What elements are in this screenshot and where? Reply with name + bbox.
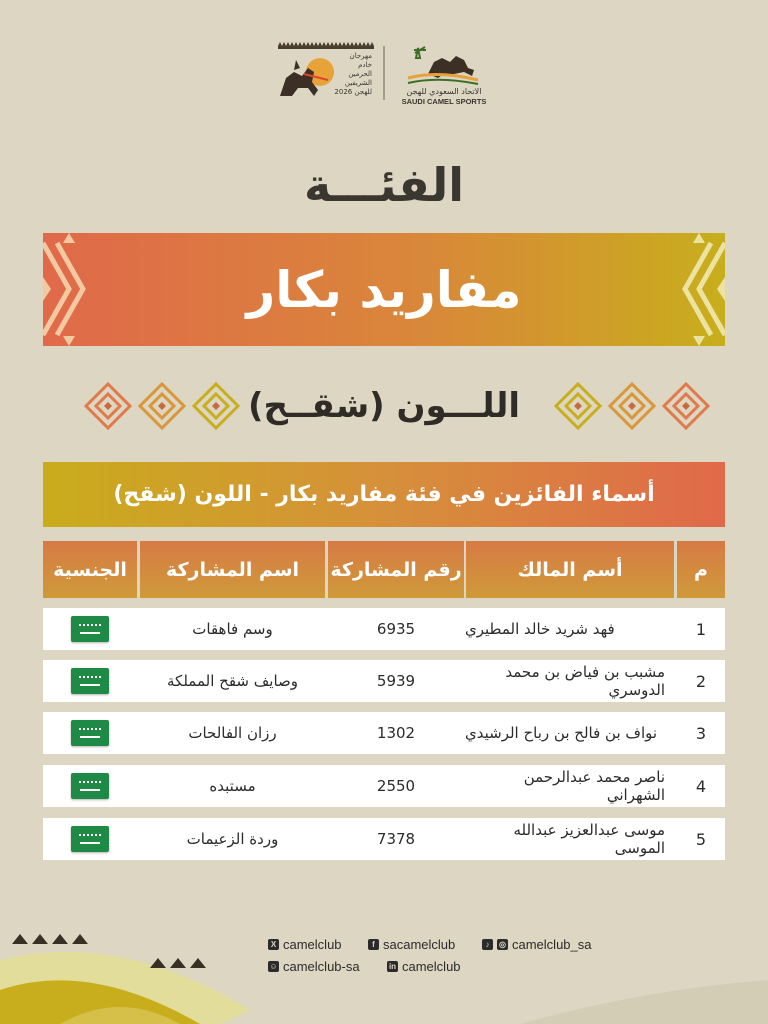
logos-graphic (268, 38, 500, 108)
row-entry-number: 2550 (376, 777, 416, 795)
row-participant-name: رزان الفالحات (188, 724, 277, 742)
federation-english-name: SAUDI CAMEL SPORTS (401, 97, 487, 106)
social-tiktok-instagram-handle: camelclub_sa (512, 937, 592, 952)
social-snapchat[interactable] (268, 959, 360, 974)
table-row (43, 818, 725, 860)
row-participant-name: وردة الزعيمات (186, 830, 279, 848)
saudi-flag-icon (71, 773, 109, 799)
row-nationality (43, 712, 137, 754)
x-icon: X (268, 939, 279, 950)
festival-text-line: مهرجان (349, 52, 372, 60)
diamond-ornament-left (78, 380, 244, 432)
row-owner: موسى عبدالعزيز عبدالله الموسى (513, 821, 665, 857)
table-row (43, 608, 725, 650)
table-row (43, 712, 725, 754)
saudi-flag-icon (71, 720, 109, 746)
tiktok-icon: ♪ (482, 939, 493, 950)
category-heading: الفئـــة (304, 158, 464, 212)
federation-logo (408, 47, 478, 84)
festival-text-line: الحرمين (348, 70, 372, 78)
social-snapchat-handle: camelclub-sa (283, 959, 360, 974)
linkedin-icon: in (388, 962, 397, 971)
saudi-flag-icon (71, 826, 109, 852)
festival-text-line: خادم (358, 61, 372, 69)
row-owner: فهد شريد خالد المطيري (465, 620, 615, 638)
festival-text-line: الشريفين (344, 79, 372, 87)
festival-text-line: للهجن 2026 (334, 88, 372, 96)
festival-logo-text (334, 52, 372, 96)
row-nationality (43, 818, 137, 860)
federation-arabic-name: الاتحاد السعودي للهجن (406, 87, 482, 96)
saudi-flag-icon (71, 616, 109, 642)
row-participant-name: مستبده (209, 777, 256, 795)
header-owner: أسم المالك (466, 541, 674, 598)
header-nationality: الجنسية (43, 541, 137, 598)
social-facebook-handle: sacamelclub (383, 937, 456, 952)
table-row (43, 660, 725, 702)
social-linkedin-handle: camelclub (402, 959, 461, 974)
row-owner: ناصر محمد عبدالرحمن الشهراني (523, 768, 665, 804)
row-num: 1 (695, 619, 707, 639)
row-num: 2 (695, 671, 707, 691)
row-participant-name: وصايف شقح المملكة (167, 672, 299, 690)
row-owner: مشبب بن فياض بن محمد الدوسري (505, 663, 665, 699)
row-entry-number: 6935 (376, 620, 416, 638)
facebook-icon: f (368, 939, 379, 950)
row-owner: نواف بن فالح بن رباح الرشيدي (465, 724, 658, 742)
diamond-ornament-right (548, 380, 714, 432)
row-participant-name: وسم فاهقات (192, 620, 273, 638)
header-participant-name: اسم المشاركة (140, 541, 325, 598)
row-num: 3 (695, 723, 707, 743)
saudi-flag-icon (71, 668, 109, 694)
category-banner (43, 233, 725, 346)
row-num: 4 (695, 776, 707, 796)
social-x-handle: camelclub (283, 937, 342, 952)
results-title: أسماء الفائزين في فئة مفاريد بكار - اللون (شقح) (43, 462, 725, 527)
row-entry-number: 7378 (376, 830, 416, 848)
footer-decoration (0, 920, 768, 1024)
header-num: م (677, 541, 725, 598)
snapchat-icon: ☺ (269, 962, 278, 971)
color-label: اللـــون (شقــح) (247, 386, 521, 426)
social-x[interactable] (268, 937, 342, 952)
social-linkedin[interactable] (387, 959, 461, 974)
social-tiktok-instagram[interactable] (482, 937, 592, 952)
table-row (43, 765, 725, 807)
header-entry-number: رقم المشاركة (328, 541, 464, 598)
row-entry-number: 5939 (376, 672, 416, 690)
instagram-icon: ◎ (497, 939, 508, 950)
social-facebook[interactable] (368, 937, 455, 952)
row-nationality (43, 765, 137, 807)
header-logos (268, 38, 500, 108)
row-nationality (43, 660, 137, 702)
row-num: 5 (695, 829, 707, 849)
row-nationality (43, 608, 137, 650)
row-entry-number: 1302 (376, 724, 416, 742)
category-name: مفاريد بكار (246, 260, 522, 319)
